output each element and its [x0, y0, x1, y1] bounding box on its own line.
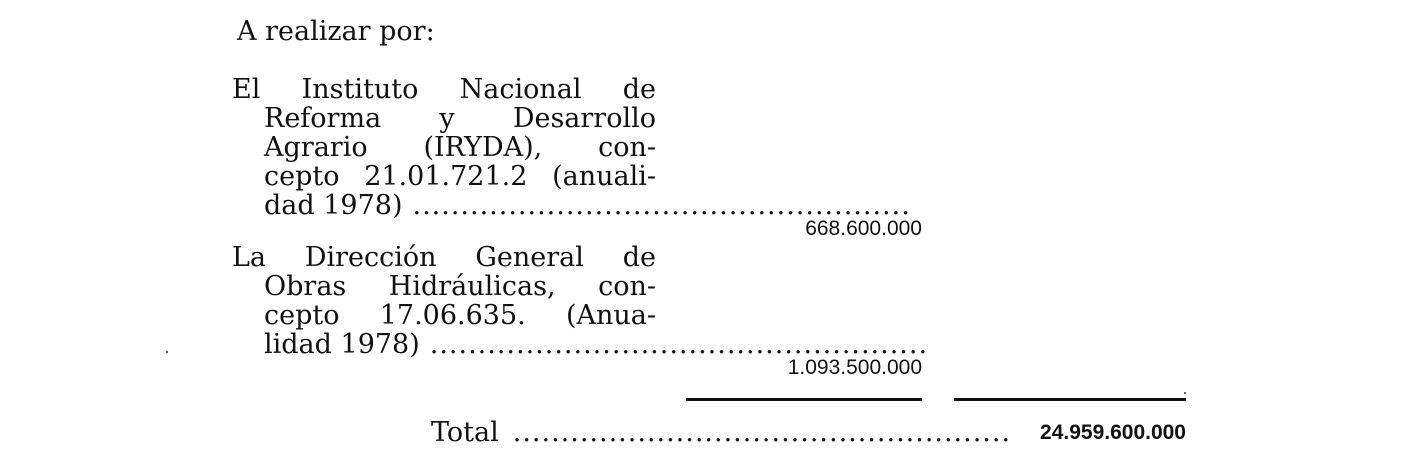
entry-line: Agrario (IRYDA), con-	[264, 132, 656, 163]
entry-line: cepto 17.06.635. (Anua-	[264, 300, 656, 331]
amount-iryda: 668.600.000	[805, 217, 922, 240]
leader-dots: ....................................................	[412, 190, 911, 221]
total-amount: 24.959.600.000	[1040, 421, 1186, 444]
entry-line: cepto 21.01.721.2 (anuali-	[264, 161, 656, 192]
sum-rule-right	[954, 398, 1186, 401]
entry-last-line	[232, 329, 929, 360]
entry-obras-hidraulicas	[232, 242, 929, 360]
section-heading: A realizar por:	[237, 16, 435, 47]
entry-iryda	[232, 74, 911, 221]
entry-line-text: dad 1978)	[264, 190, 403, 221]
amount-obras-hidraulicas: 1.093.500.000	[787, 356, 922, 379]
entry-line: Obras Hidráulicas, con-	[264, 271, 656, 302]
total-row	[431, 417, 1012, 448]
total-label: Total	[431, 417, 499, 448]
leader-dots: ....................................................	[429, 329, 929, 360]
scan-speck	[166, 351, 168, 353]
entry-last-line	[232, 190, 911, 221]
leader-dots: ....................................................	[512, 417, 1012, 448]
entry-line-text: lidad 1978)	[264, 329, 420, 360]
entry-line: El Instituto Nacional de	[232, 74, 656, 105]
entry-line: La Dirección General de	[232, 242, 656, 273]
sum-rule-left	[686, 398, 922, 401]
scan-speck	[1184, 392, 1186, 394]
entry-line: Reforma y Desarrollo	[264, 103, 656, 134]
